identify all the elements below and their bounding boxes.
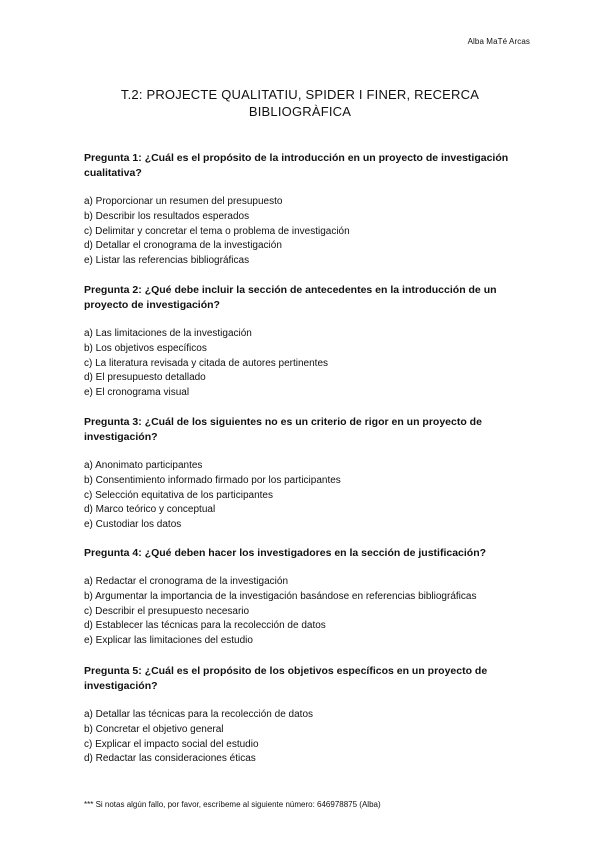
option-b: b) Concretar el objetivo general <box>84 723 224 735</box>
option-e: e) Custodiar los datos <box>84 519 182 531</box>
option-c: c) Explicar el impacto social del estudio <box>84 738 259 750</box>
question-text: ¿Qué debe incluir la sección de antecedentes en la introducción de un proyecto de investigación? <box>84 284 497 311</box>
question-heading <box>84 151 524 181</box>
title-line-1: T.2: PROJECTE QUALITATIU, SPIDER I FINER, RECERCA <box>120 87 480 102</box>
options-list <box>84 327 524 401</box>
question-heading <box>84 283 524 313</box>
title-line-2: BIBLIOGRÀFICA <box>248 104 352 119</box>
option-c: c) Delimitar y concretar el tema o problema de investigación <box>84 225 350 237</box>
option-e: e) El cronograma visual <box>84 387 190 399</box>
question-heading <box>84 664 524 694</box>
question-text: ¿Qué deben hacer los investigadores en la sección de justificación? <box>144 547 487 559</box>
question-5 <box>84 664 524 767</box>
option-b: b) Argumentar la importancia de la investigación basándose en referencias bibliográficas <box>84 590 477 602</box>
question-1 <box>84 151 524 269</box>
question-text: ¿Cuál es el propósito de la introducción en un proyecto de investigación cualitativa? <box>84 152 509 179</box>
option-d: d) Redactar las consideraciones éticas <box>84 753 256 765</box>
option-a: a) Detallar las técnicas para la recolección de datos <box>84 709 314 720</box>
option-e: e) Explicar las limitaciones del estudio <box>84 635 253 647</box>
option-e: e) Listar las referencias bibliográficas <box>84 255 250 267</box>
page-title <box>0 86 600 120</box>
options-list <box>84 575 524 649</box>
option-d: d) Establecer las técnicas para la recolección de datos <box>84 620 326 632</box>
question-4 <box>84 546 524 649</box>
question-number: Pregunta 4: <box>84 547 145 559</box>
option-a: a) Proporcionar un resumen del presupuesto <box>84 196 283 207</box>
question-number: Pregunta 3: <box>84 416 145 428</box>
option-d: d) Detallar el cronograma de la investigación <box>84 240 282 252</box>
option-c: c) Selección equitativa de los participantes <box>84 489 273 501</box>
question-heading <box>84 415 524 445</box>
option-b: b) Describir los resultados esperados <box>84 210 250 222</box>
option-b: b) Consentimiento informado firmado por los participantes <box>84 474 341 486</box>
option-a: a) Las limitaciones de la investigación <box>84 328 252 339</box>
options-list <box>84 708 524 767</box>
question-heading <box>84 546 524 561</box>
question-text: ¿Cuál es el propósito de los objetivos específicos en un proyecto de investigación? <box>84 665 488 692</box>
option-d: d) Marco teórico y conceptual <box>84 504 216 516</box>
question-2 <box>84 283 524 401</box>
question-number: Pregunta 5: <box>84 665 145 677</box>
option-a: a) Anonimato participantes <box>84 460 203 471</box>
option-a: a) Redactar el cronograma de la investigación <box>84 576 288 587</box>
footer-note: *** Si notas algún fallo, por favor, escríbeme al siguiente número: 646978875 (Alba) <box>84 800 381 809</box>
question-3 <box>84 415 524 533</box>
option-c: c) Describir el presupuesto necesario <box>84 605 250 617</box>
option-d: d) El presupuesto detallado <box>84 372 206 384</box>
question-text: ¿Cuál de los siguientes no es un criterio de rigor en un proyecto de investigación? <box>84 416 482 443</box>
author-name: Alba MaTé Arcas <box>467 37 530 46</box>
options-list <box>84 195 524 269</box>
options-list <box>84 459 524 533</box>
option-c: c) La literatura revisada y citada de autores pertinentes <box>84 357 329 369</box>
question-number: Pregunta 1: <box>84 152 145 164</box>
question-number: Pregunta 2: <box>84 284 145 296</box>
option-b: b) Los objetivos específicos <box>84 342 207 354</box>
